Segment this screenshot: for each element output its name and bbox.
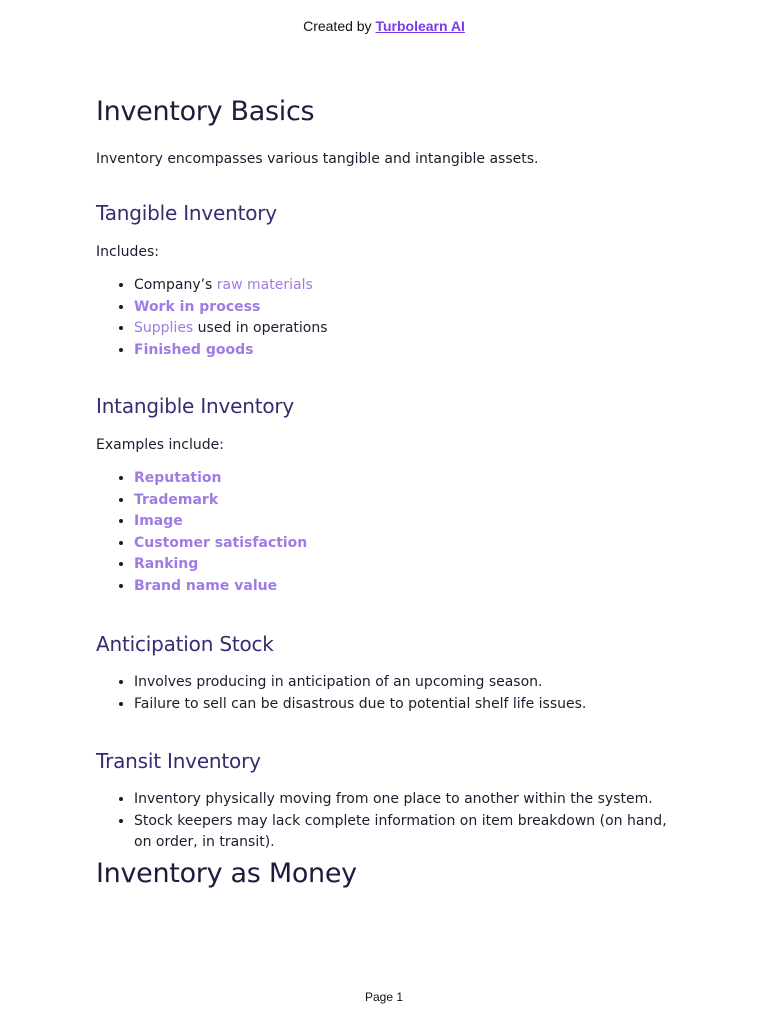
tangible-lead: Includes: bbox=[96, 244, 159, 260]
section-title-inventory-as-money: Inventory as Money bbox=[96, 857, 357, 889]
document-body bbox=[96, 96, 686, 889]
term-finished-goods: Finished goods bbox=[134, 341, 254, 358]
list-item bbox=[134, 468, 686, 490]
term-trademark: Trademark bbox=[134, 491, 219, 508]
list-item: • Failure to sell can be disastrous due to potential shelf life issues. bbox=[134, 694, 686, 716]
term-image: Image bbox=[134, 513, 183, 529]
page-title: Inventory Basics bbox=[96, 96, 315, 127]
list-item bbox=[134, 297, 686, 319]
tangible-heading: Tangible Inventory bbox=[96, 201, 277, 225]
anticipation-heading: Anticipation Stock bbox=[96, 632, 274, 656]
term-customer-satisfaction: Customer satisfaction bbox=[134, 534, 308, 551]
intro-paragraph: Inventory encompasses various tangible and intangible assets. bbox=[96, 151, 539, 167]
list-item bbox=[134, 490, 686, 512]
transit-list bbox=[96, 789, 686, 854]
anticipation-list bbox=[96, 672, 686, 715]
term-ranking: Ranking bbox=[134, 556, 199, 572]
list-item: • Inventory physically moving from one place to another within the system. bbox=[134, 789, 686, 811]
list-item bbox=[134, 554, 686, 576]
page-number: Page 1 bbox=[364, 990, 404, 1004]
intangible-list bbox=[96, 468, 686, 597]
list-item bbox=[134, 576, 686, 598]
list-item bbox=[134, 511, 686, 533]
list-item: • Involves producing in anticipation of an upcoming season. bbox=[134, 672, 686, 694]
list-item: • Stock keepers may lack complete information on item breakdown (on hand, on order, in transit). bbox=[134, 811, 686, 854]
created-by-label: Created by bbox=[303, 18, 376, 34]
turbolearn-link[interactable]: Turbolearn AI bbox=[375, 18, 465, 34]
intangible-heading: Intangible Inventory bbox=[96, 394, 295, 418]
tangible-list bbox=[96, 275, 686, 361]
term-brand-name-value: Brand name value bbox=[134, 577, 278, 594]
intangible-lead: Examples include: bbox=[96, 437, 224, 453]
transit-heading: Transit Inventory bbox=[96, 749, 261, 773]
item-text: Company’s bbox=[134, 277, 217, 293]
list-item bbox=[134, 275, 686, 297]
list-item bbox=[134, 340, 686, 362]
term-raw-materials: raw materials bbox=[216, 277, 313, 293]
list-item bbox=[134, 533, 686, 555]
term-supplies: Supplies bbox=[134, 320, 194, 336]
item-text: used in operations bbox=[193, 320, 328, 336]
list-item bbox=[134, 318, 686, 340]
term-reputation: Reputation bbox=[134, 470, 222, 486]
term-work-in-process: Work in process bbox=[134, 298, 261, 315]
page-header bbox=[0, 18, 768, 34]
